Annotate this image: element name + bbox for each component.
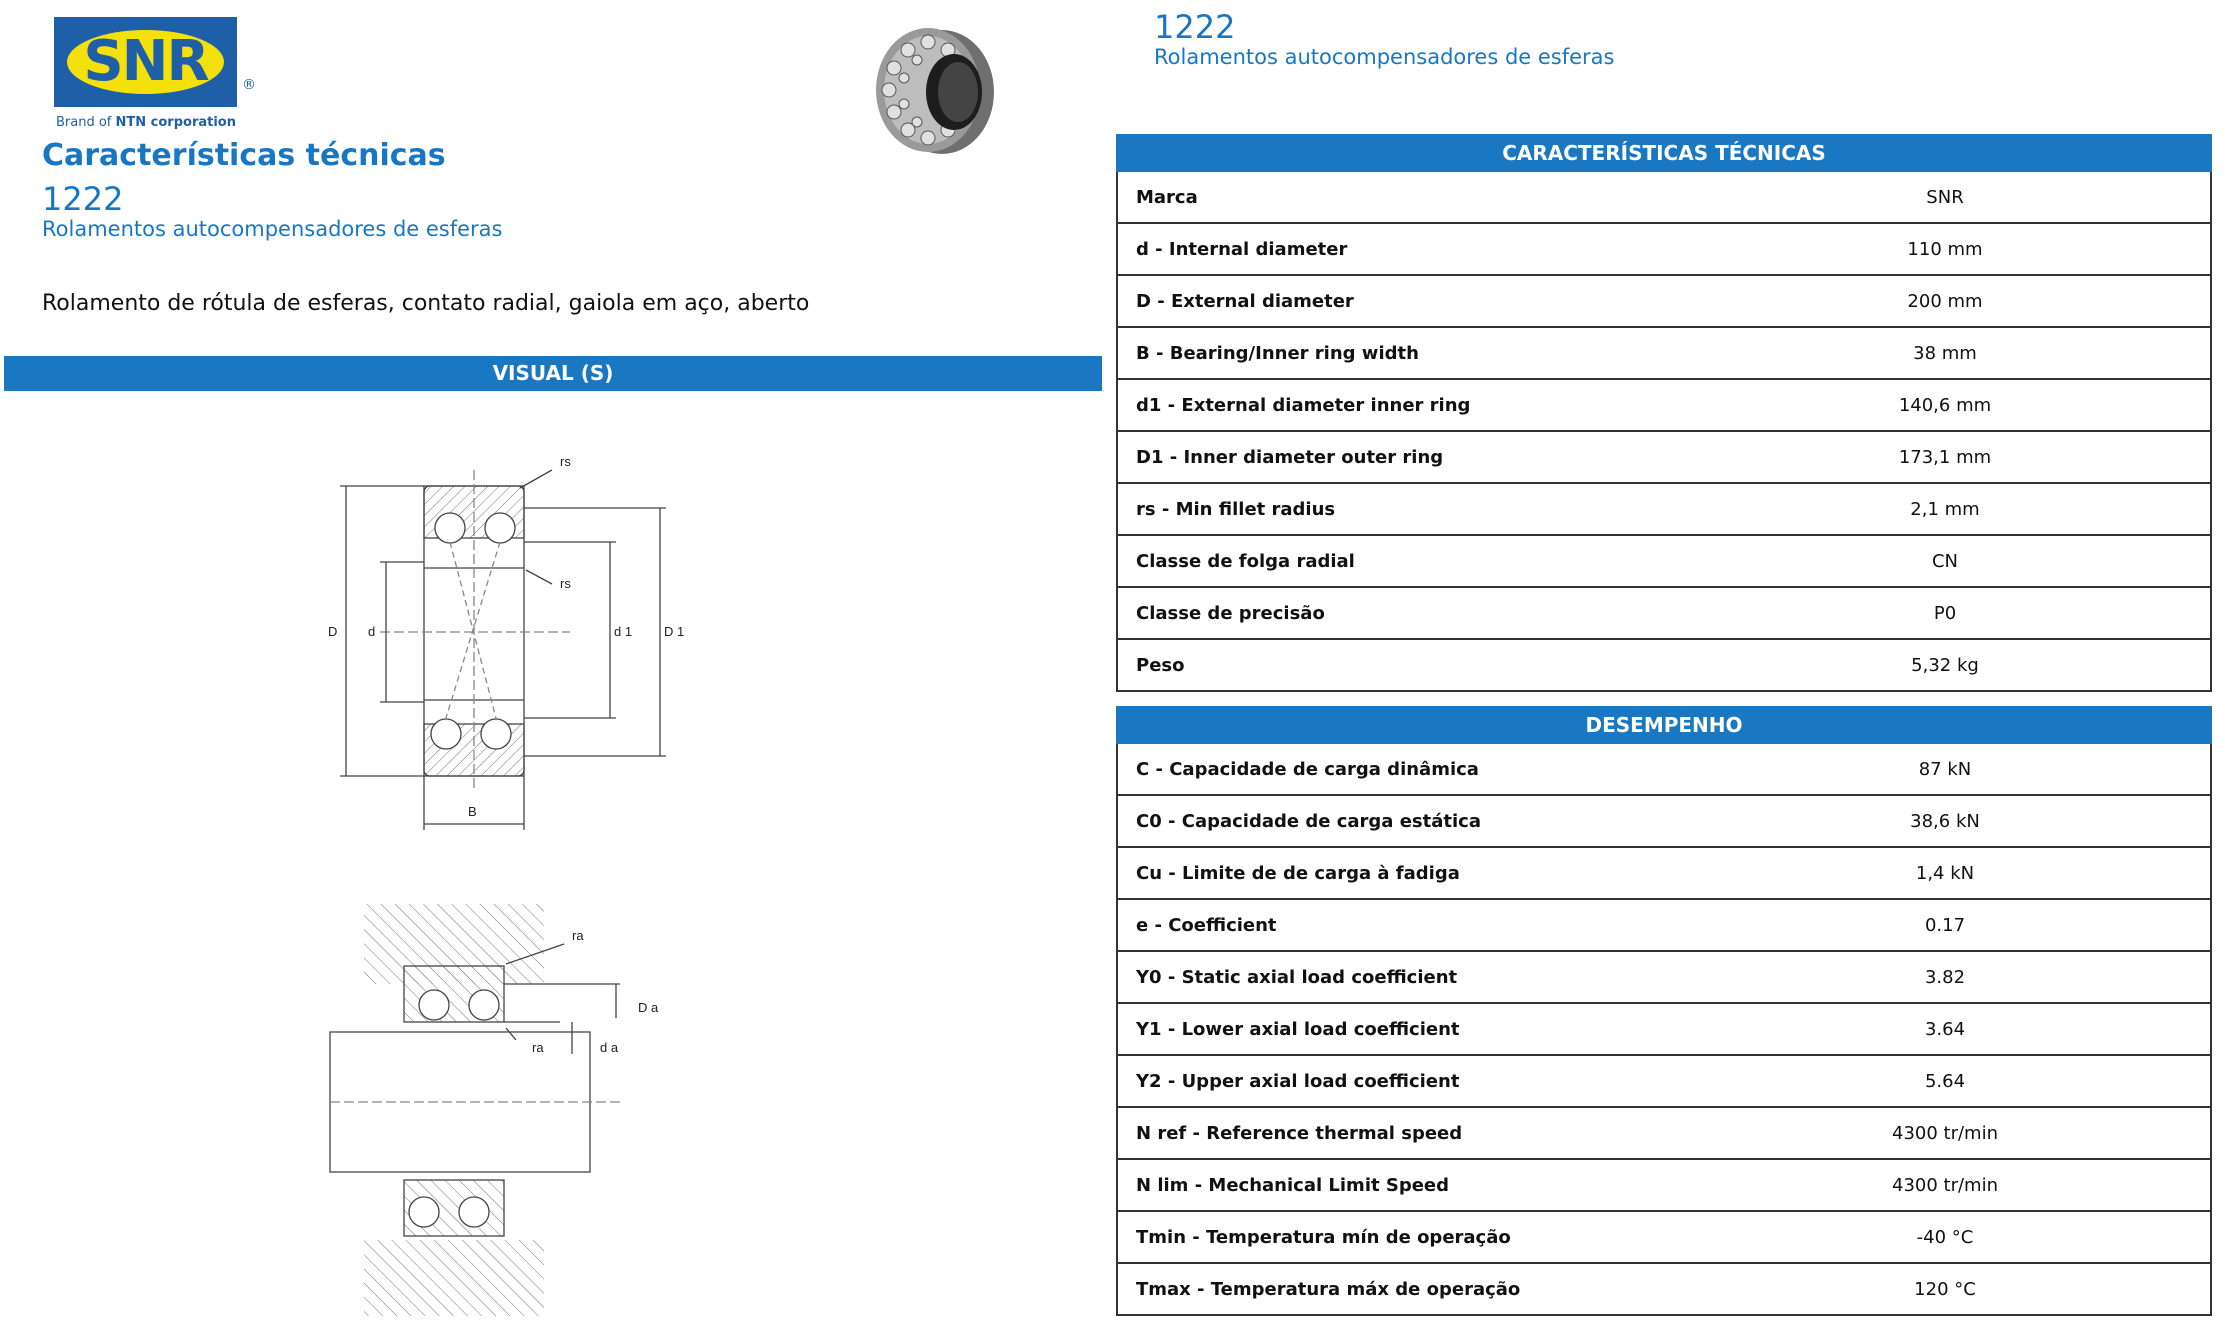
row-label: D - External diameter [1136, 290, 1354, 312]
table-row [1118, 1004, 2210, 1056]
table-row [1118, 588, 2210, 640]
row-value: 1,4 kN [1915, 862, 1975, 884]
row-value: 38 mm [1913, 342, 1977, 364]
logo-word: SNR [83, 29, 208, 94]
row-label: d - Internal diameter [1136, 238, 1348, 260]
row-value: P0 [1933, 602, 1957, 624]
table-row [1118, 432, 2210, 484]
label-ra-mid: ra [532, 1040, 544, 1055]
table-row [1118, 744, 2210, 796]
product-subtitle: Rolamentos autocompensadores de esferas [42, 217, 503, 241]
row-value: 3.82 [1924, 966, 1966, 988]
table-row [1118, 796, 2210, 848]
row-value: 200 mm [1907, 290, 1983, 312]
bearing-cross-section-diagram [320, 450, 700, 840]
row-label: Y0 - Static axial load coefficient [1136, 966, 1458, 988]
row-value: 5.64 [1924, 1070, 1966, 1092]
table-row [1118, 484, 2210, 536]
row-label: Tmax - Temperatura máx de operação [1136, 1278, 1521, 1300]
row-label: Y2 - Upper axial load coefficient [1136, 1070, 1460, 1092]
row-value: 140,6 mm [1898, 394, 1992, 416]
bearing-product-image [872, 20, 997, 160]
performance-section [1116, 706, 2212, 1316]
table-row [1118, 1056, 2210, 1108]
label-Da: D a [638, 1000, 659, 1015]
table-row [1118, 900, 2210, 952]
snr-logo [54, 17, 254, 135]
performance-table [1116, 744, 2212, 1316]
table-row [1118, 380, 2210, 432]
row-label: Tmin - Temperatura mín de operação [1136, 1226, 1511, 1248]
page-title: Características técnicas [42, 138, 446, 173]
label-da: d a [600, 1040, 619, 1055]
row-label: Y1 - Lower axial load coefficient [1136, 1018, 1460, 1040]
technical-characteristics-section [1116, 134, 2212, 692]
row-value: CN [1931, 550, 1959, 572]
product-reference: 1222 [42, 180, 124, 218]
visual-section-bar: VISUAL (S) [4, 356, 1102, 391]
label-d: d [368, 624, 376, 639]
right-product-subtitle: Rolamentos autocompensadores de esferas [1154, 45, 1615, 69]
table-row [1118, 224, 2210, 276]
row-label: Peso [1136, 654, 1185, 676]
row-label: C - Capacidade de carga dinâmica [1136, 758, 1479, 780]
table-row [1118, 328, 2210, 380]
row-label: B - Bearing/Inner ring width [1136, 342, 1419, 364]
label-D: D [328, 624, 338, 639]
row-value: 173,1 mm [1898, 446, 1992, 468]
row-value: 4300 tr/min [1892, 1174, 1998, 1196]
label-d1: d 1 [614, 624, 633, 639]
label-D1: D 1 [664, 624, 685, 639]
table-row [1118, 952, 2210, 1004]
row-label: N lim - Mechanical Limit Speed [1136, 1174, 1450, 1196]
row-value: 2,1 mm [1910, 498, 1980, 520]
label-rs-top: rs [560, 454, 571, 469]
row-label: Cu - Limite de de carga à fadiga [1136, 862, 1460, 884]
row-value: 4300 tr/min [1892, 1122, 1998, 1144]
row-label: Classe de folga radial [1136, 550, 1355, 572]
row-label: N ref - Reference thermal speed [1136, 1122, 1463, 1144]
row-value: 0.17 [1924, 914, 1966, 936]
table-row [1118, 1108, 2210, 1160]
table-row [1118, 640, 2210, 692]
product-description: Rolamento de rótula de esferas, contato radial, gaiola em aço, aberto [42, 291, 810, 316]
table-row [1118, 1264, 2210, 1316]
row-value: 120 °C [1914, 1278, 1976, 1300]
row-value: 3.64 [1924, 1018, 1966, 1040]
label-ra-top: ra [572, 928, 584, 943]
technical-characteristics-table [1116, 172, 2212, 692]
logo-registered-mark: ® [242, 77, 256, 93]
row-label: rs - Min fillet radius [1136, 498, 1336, 520]
bearing-mounting-diagram [320, 900, 700, 1320]
table-row [1118, 848, 2210, 900]
row-value: -40 °C [1916, 1226, 1974, 1248]
row-label: D1 - Inner diameter outer ring [1136, 446, 1444, 468]
right-product-reference: 1222 [1154, 8, 1236, 46]
row-label: Classe de precisão [1136, 602, 1325, 624]
table-row [1118, 1212, 2210, 1264]
row-label: e - Coefficient [1136, 914, 1277, 936]
label-rs-mid: rs [560, 576, 571, 591]
table-row [1118, 1160, 2210, 1212]
row-label: d1 - External diameter inner ring [1136, 394, 1471, 416]
technical-characteristics-bar: CARACTERÍSTICAS TÉCNICAS [1116, 134, 2212, 172]
row-label: Marca [1136, 186, 1198, 208]
table-row [1118, 536, 2210, 588]
performance-bar: DESEMPENHO [1116, 706, 2212, 744]
label-B: B [468, 804, 477, 819]
table-row [1118, 172, 2210, 224]
table-row [1118, 276, 2210, 328]
row-value: 5,32 kg [1911, 654, 1979, 676]
row-value: SNR [1926, 186, 1964, 208]
row-value: 87 kN [1918, 758, 1972, 780]
row-label: C0 - Capacidade de carga estática [1136, 810, 1481, 832]
logo-brand-line: Brand of NTN corporation [56, 115, 236, 130]
row-value: 110 mm [1907, 238, 1983, 260]
row-value: 38,6 kN [1910, 810, 1980, 832]
